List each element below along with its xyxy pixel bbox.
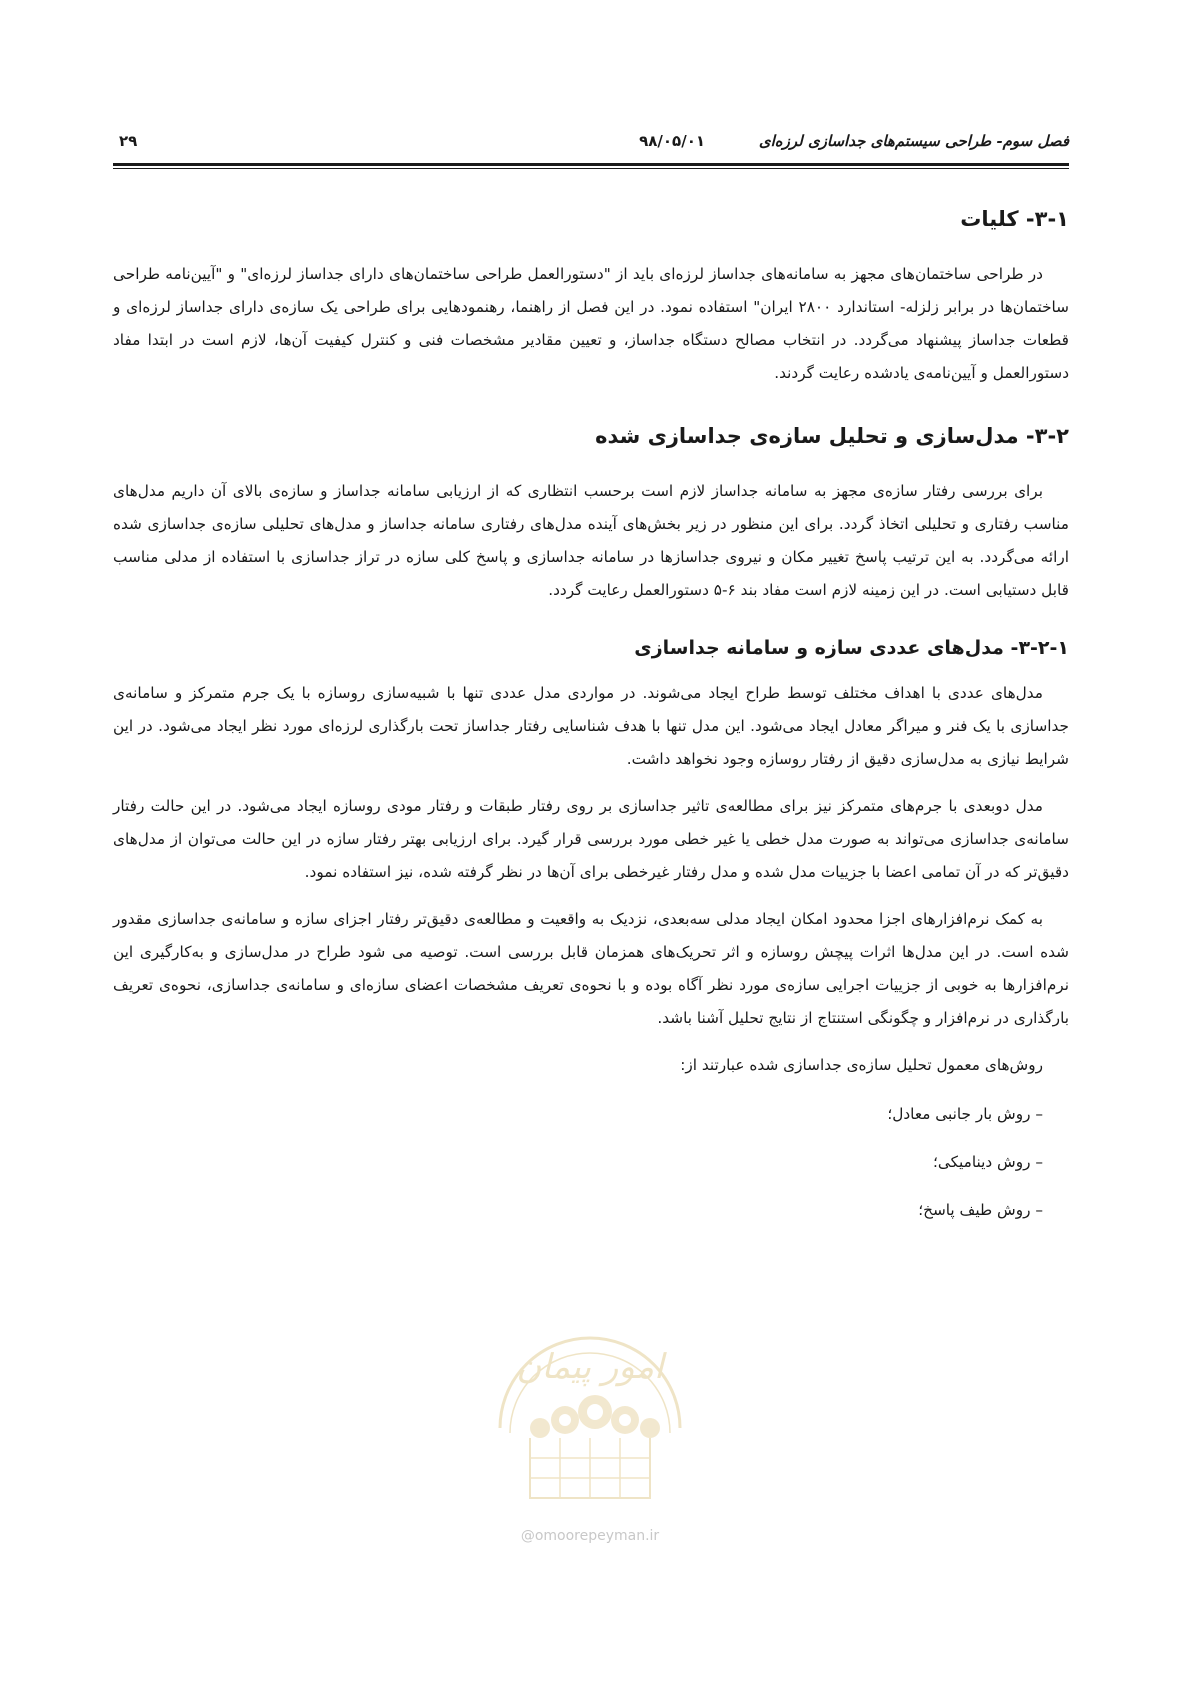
paragraph-numerical-models-3: به کمک نرم‌افزارهای اجزا محدود امکان ایجاد مدلی سه‌بعدی، نزدیک به واقعیت و مطالعه‌ی دقیق‌تر رفتار اجزای سازه و سامانه‌ی جداسازی مقدور شده است. در این مدل‌ها اثرات پیچش روسازه و اثر تحریک‌های همزمان قابل بررسی است. توصیه می شود طراح در مدل‌سازی و به‌کارگیری این نرم‌افزارها به خوبی از جزییات اجرایی سازه‌ی مورد نظر آگاه بوده و با نحوه‌ی تعریف مشخصات اعضای سازه‌ای و سامانه‌ی جداسازی، نحوه‌ی تعریف بارگذاری در نرم‌افزار و چگونگی استنتاج از نتایج تحلیل آشنا باشد. (113, 910, 1069, 1027)
methods-intro: روش‌های معمول تحلیل سازه‌ی جداسازی شده عبارتند از: (680, 1056, 1043, 1074)
header-rule-thick (113, 163, 1069, 166)
subsection-heading-numerical-models: ۳-۲-۱- مدل‌های عددی سازه و سامانه جداسازی (634, 637, 1069, 659)
list-item: – روش دینامیکی؛ (932, 1153, 1043, 1171)
paragraph-modeling: برای بررسی رفتار سازه‌ی مجهز به سامانه جداساز لازم است برحسب انتظاری که از ارزیابی سامانه جداساز و سازه‌ی بالای آن داریم مدل‌های مناسب رفتاری و تحلیلی اتخاذ گردد. برای این منظور در زیر بخش‌های آینده مدل‌های رفتاری سامانه جداساز و مدل‌های تحلیلی سازه‌ی جداسازی شده ارائه می‌گردد. به این ترتیب پاسخ تغییر مکان و نیروی جداسازها در سامانه جداسازی و پاسخ کلی سازه در تراز جداسازی با استفاده از مدلی مناسب قابل دستیابی است. در این زمینه لازم است مفاد بند ۶-۵ دستورالعمل رعایت گردد. (113, 482, 1069, 599)
methods-list (113, 1090, 1069, 1234)
page-number: ۲۹ (119, 132, 138, 150)
watermark-logo (470, 1308, 710, 1508)
chapter-title: فصل سوم- طراحی سیستم‌های جداسازی لرزه‌ای (758, 132, 1069, 150)
watermark-url: @omoorepeyman.ir (520, 1528, 660, 1544)
main-content (113, 205, 1069, 1234)
header-date: ۹۸/۰۵/۰۱ (639, 132, 705, 150)
section-heading-modeling: ۳-۲- مدل‌سازی و تحلیل سازه‌ی جداسازی شده (595, 424, 1069, 448)
list-item: – روش طیف پاسخ؛ (918, 1201, 1043, 1219)
header-rule-thin (113, 168, 1069, 169)
running-header (113, 128, 1069, 158)
paragraph-numerical-models-2: مدل دوبعدی با جرم‌های متمرکز نیز برای مطالعه‌ی تاثیر جداسازی بر روی رفتار طبقات و رفتار مودی روسازه ایجاد می‌شود. در این حالت رفتار سامانه‌ی جداسازی می‌تواند به صورت مدل خطی یا غیر خطی مورد بررسی قرار گیرد. برای ارزیابی بهتر رفتار سازه در این حالت می‌توان از مدل‌های دقیق‌تر که در آن تمامی اعضا با جزییات مدل شده و مدل رفتار غیرخطی برای آن‌ها در نظر گرفته شده، نیز استفاده نمود. (113, 797, 1069, 881)
watermark-logo-text: امور پیمان (516, 1347, 664, 1387)
paragraph-numerical-models-1: مدل‌های عددی با اهداف مختلف توسط طراح ایجاد می‌شوند. در مواردی مدل عددی تنها با شبیه‌سازی روسازه با یک جرم متمرکز و سامانه‌ی جداسازی با یک فنر و میراگر معادل ایجاد می‌شود. این مدل تنها با هدف شناسایی رفتار جداساز تحت بارگذاری لرزه‌ای مورد نظر ایجاد می‌شود. در این شرایط نیازی به مدل‌سازی دقیق از رفتار روسازه وجود نخواهد داشت. (113, 684, 1069, 768)
section-heading-general: ۳-۱- کلیات (960, 207, 1069, 231)
paragraph-general: در طراحی ساختمان‌های مجهز به سامانه‌های جداساز لرزه‌ای باید از "دستورالعمل طراحی ساختمان‌های دارای جداساز لرزه‌ای" و "آیین‌نامه طراحی ساختمان‌ها در برابر زلزله- استاندارد ۲۸۰۰ ایران" استفاده نمود. در این فصل از راهنما، رهنمودهایی برای طراحی یک سازه‌ی دارای جداساز لرزه‌ای و قطعات جداساز پیشنهاد می‌گردد. در انتخاب مصالح دستگاه جداساز، و تعیین مقادیر مشخصات فنی و کنترل کیفیت آن‌ها، لازم است در ابتدا مفاد دستورالعمل و آیین‌نامه‌ی یادشده رعایت گردند. (113, 265, 1070, 382)
list-item: – روش بار جانبی معادل؛ (887, 1105, 1043, 1123)
